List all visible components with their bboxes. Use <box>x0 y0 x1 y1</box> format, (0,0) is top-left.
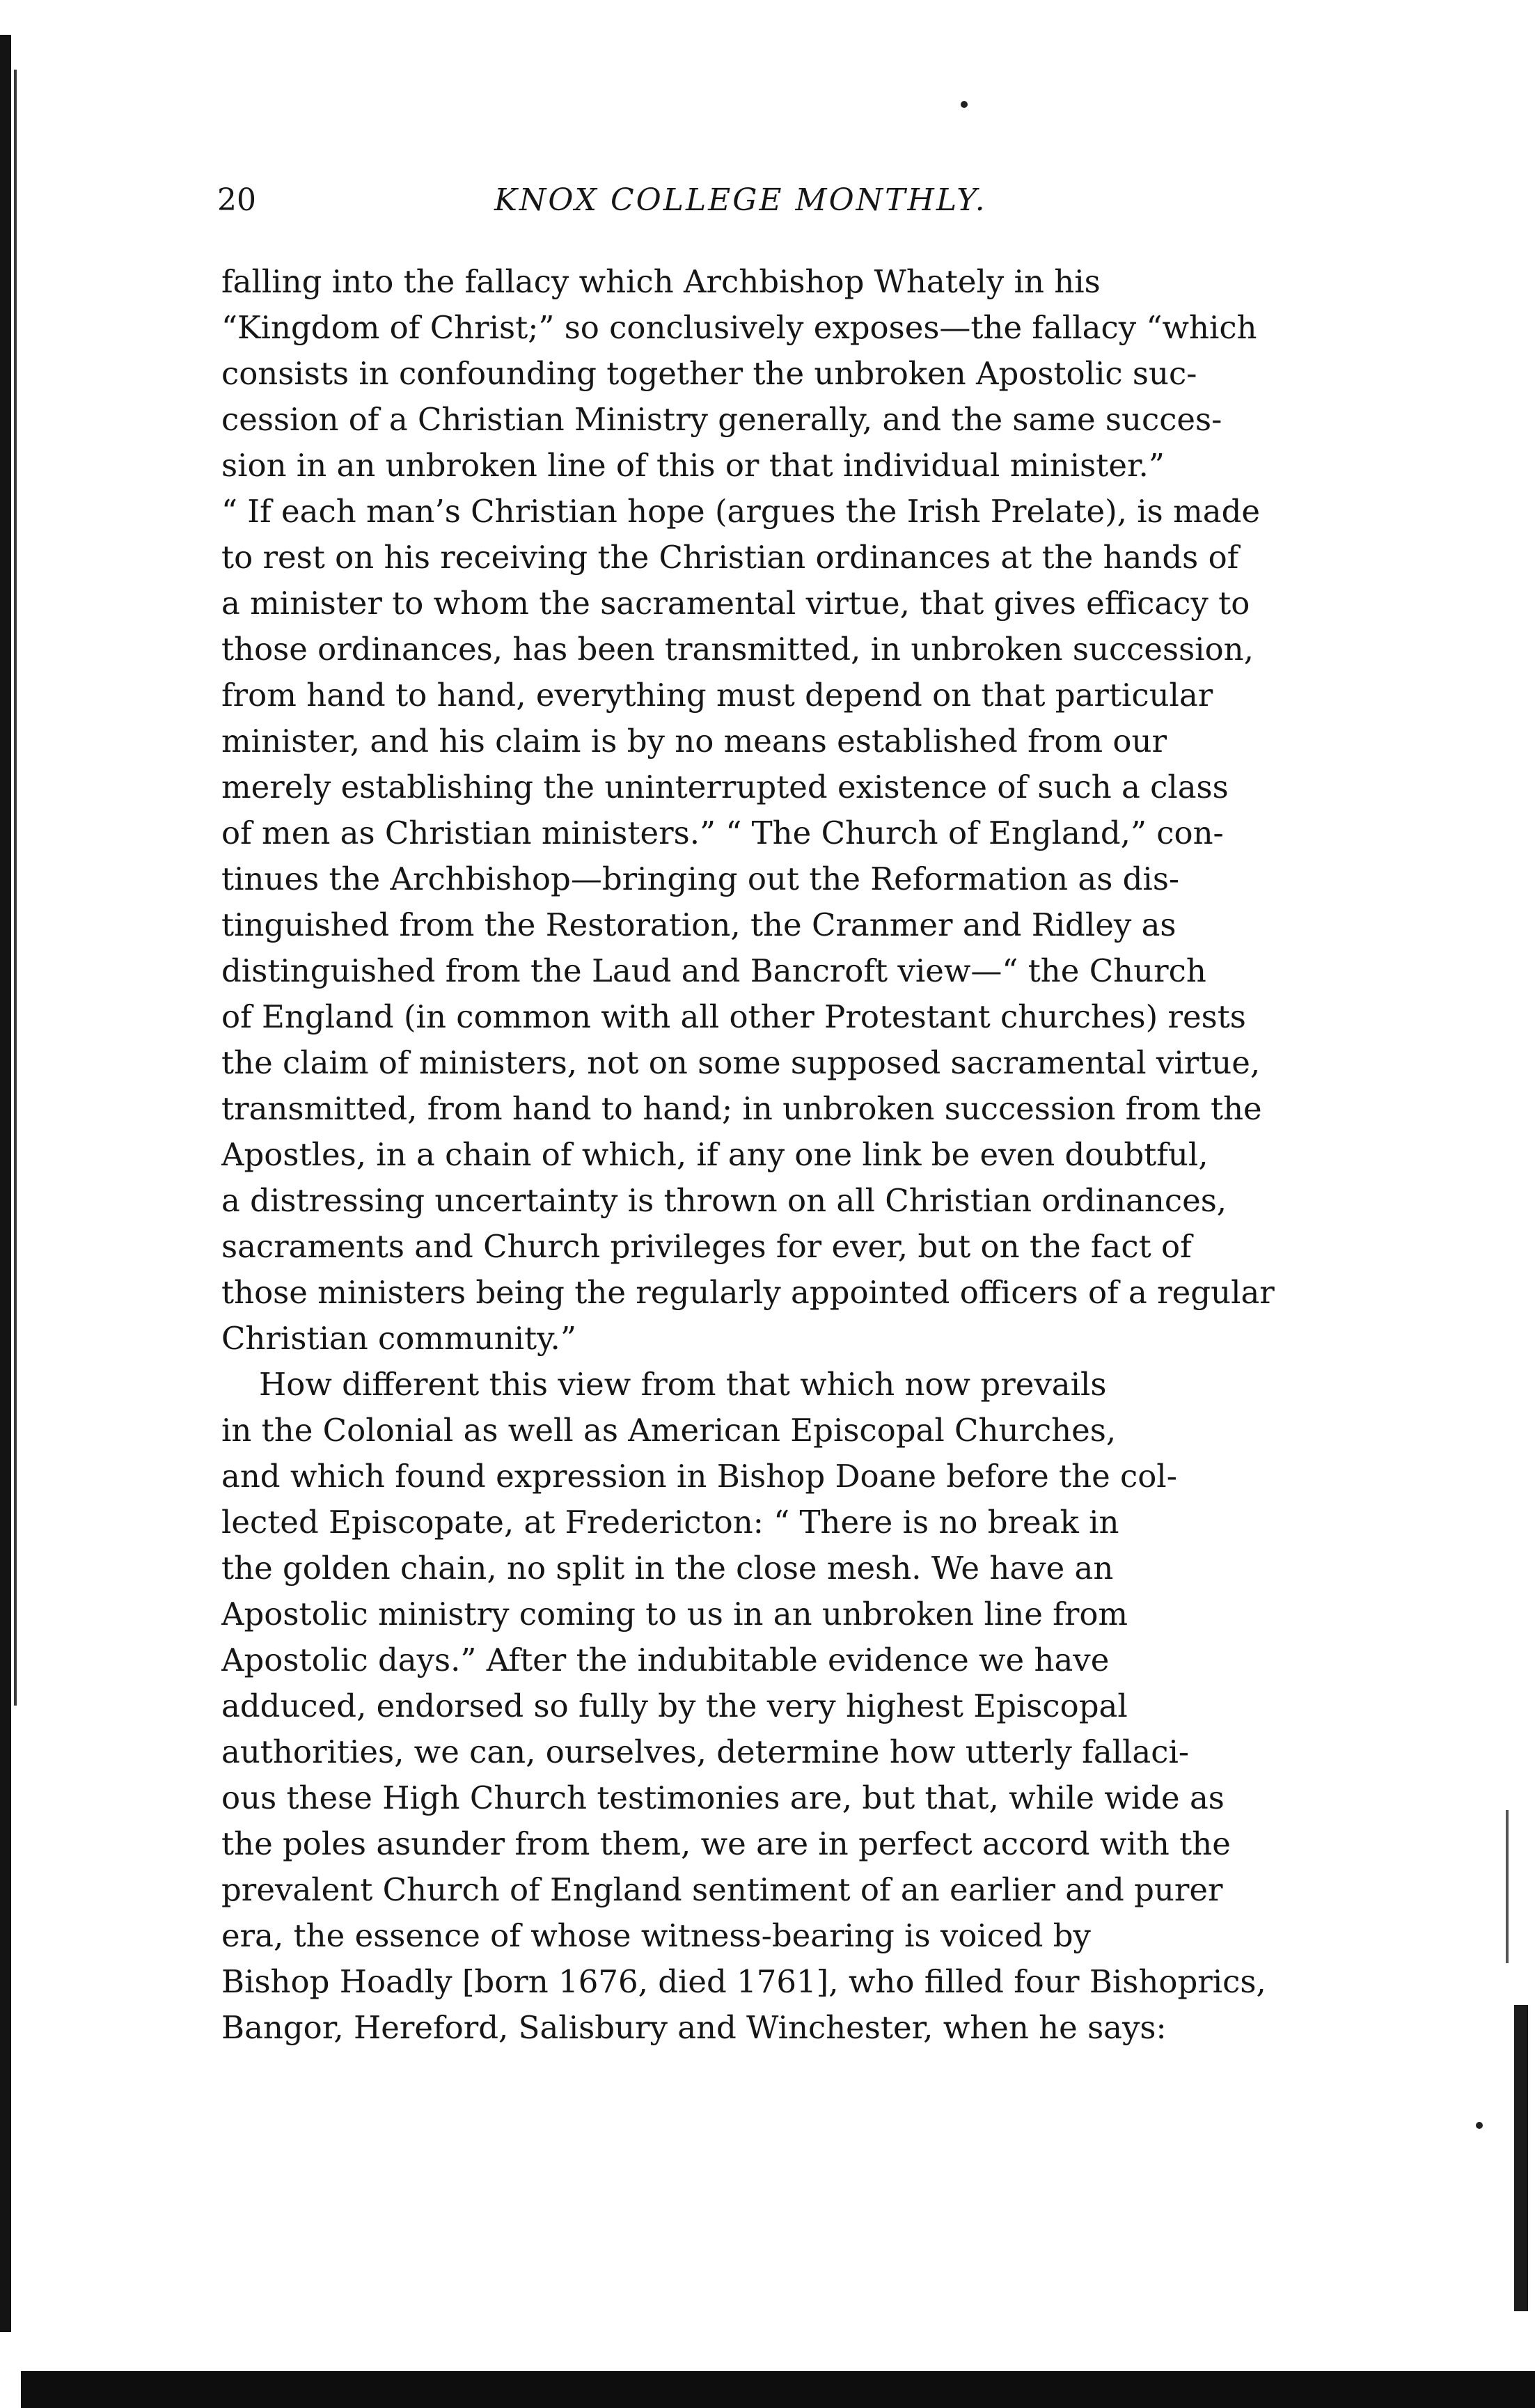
text-line: tinguished from the Restoration, the Cranmer and Ridley as <box>221 906 1176 943</box>
scan-gutter-line <box>14 70 17 1706</box>
text-line: “ If each man’s Christian hope (argues the Irish Prelate), is made <box>221 493 1261 530</box>
text-line: cession of a Christian Ministry generally, and the same succes- <box>221 401 1222 438</box>
running-title: KNOX COLLEGE MONTHLY. <box>494 182 987 218</box>
scan-edge-right <box>1514 2005 1528 2311</box>
scan-gutter-left <box>0 35 11 2332</box>
page-body <box>221 259 1335 2278</box>
text-line: and which found expression in Bishop Doane before the col- <box>221 1458 1177 1495</box>
text-line: Apostles, in a chain of which, if any one link be even doubtful, <box>221 1136 1209 1173</box>
text-line: the golden chain, no split in the close mesh. We have an <box>221 1550 1114 1587</box>
text-line: prevalent Church of England sentiment of an earlier and purer <box>221 1871 1223 1908</box>
text-line: of England (in common with all other Protestant churches) rests <box>221 998 1246 1035</box>
text-line: the poles asunder from them, we are in perfect accord with the <box>221 1825 1231 1862</box>
text-line: Apostolic days.” After the indubitable evidence we have <box>221 1642 1110 1678</box>
text-line: Bangor, Hereford, Salisbury and Winchester, when he says: <box>221 2009 1167 2046</box>
text-line: from hand to hand, everything must depend on that particular <box>221 677 1213 714</box>
text-line: Apostolic ministry coming to us in an unbroken line from <box>221 1596 1128 1632</box>
text-line: in the Colonial as well as American Episcopal Churches, <box>221 1412 1117 1449</box>
text-line: those ordinances, has been transmitted, in unbroken succession, <box>221 631 1254 668</box>
text-line: distinguished from the Laud and Bancroft view—“ the Church <box>221 952 1206 989</box>
text-line: a distressing uncertainty is thrown on all Christian ordinances, <box>221 1182 1227 1219</box>
text-line: of men as Christian ministers.” “ The Church of England,” con- <box>221 815 1224 851</box>
text-line: those ministers being the regularly appointed officers of a regular <box>221 1274 1275 1311</box>
page-header <box>217 180 1331 228</box>
text-line: era, the essence of whose witness-bearing is voiced by <box>221 1917 1091 1954</box>
text-line: adduced, endorsed so fully by the very highest Episcopal <box>221 1687 1128 1724</box>
text-line: ous these High Church testimonies are, but that, while wide as <box>221 1779 1225 1816</box>
text-line: minister, and his claim is by no means established from our <box>221 723 1167 760</box>
text-line: lected Episcopate, at Fredericton: “ There is no break in <box>221 1504 1119 1541</box>
text-line: tinues the Archbishop—bringing out the Reformation as dis- <box>221 860 1180 897</box>
text-line: “Kingdom of Christ;” so conclusively exposes—the fallacy “which <box>221 309 1257 346</box>
scan-speck <box>961 101 968 108</box>
text-line: a minister to whom the sacramental virtue, that gives efficacy to <box>221 585 1250 622</box>
text-line: the claim of ministers, not on some supposed sacramental virtue, <box>221 1044 1261 1081</box>
text-line: transmitted, from hand to hand; in unbroken succession from the <box>221 1090 1262 1127</box>
text-line: merely establishing the uninterrupted existence of such a class <box>221 769 1229 805</box>
text-line: Bishop Hoadly [born 1676, died 1761], who filled four Bishoprics, <box>221 1963 1266 2000</box>
text-line: to rest on his receiving the Christian ordinances at the hands of <box>221 539 1239 576</box>
text-line: falling into the fallacy which Archbishop Whately in his <box>221 263 1101 300</box>
text-line: Christian community.” <box>221 1320 576 1357</box>
text-line: sacraments and Church privileges for ever, but on the fact of <box>221 1228 1192 1265</box>
page-number: 20 <box>217 182 256 218</box>
scan-speck <box>1476 2122 1483 2129</box>
text-line: sion in an unbroken line of this or that individual minister.” <box>221 447 1165 484</box>
scan-edge-right-line <box>1506 1810 1509 1963</box>
paragraph-start-line: How different this view from that which now prevails <box>259 1366 1107 1403</box>
text-line: authorities, we can, ourselves, determine how utterly fallaci- <box>221 1733 1190 1770</box>
scan-edge-bottom <box>21 2371 1535 2408</box>
text-line: consists in confounding together the unbroken Apostolic suc- <box>221 355 1197 392</box>
